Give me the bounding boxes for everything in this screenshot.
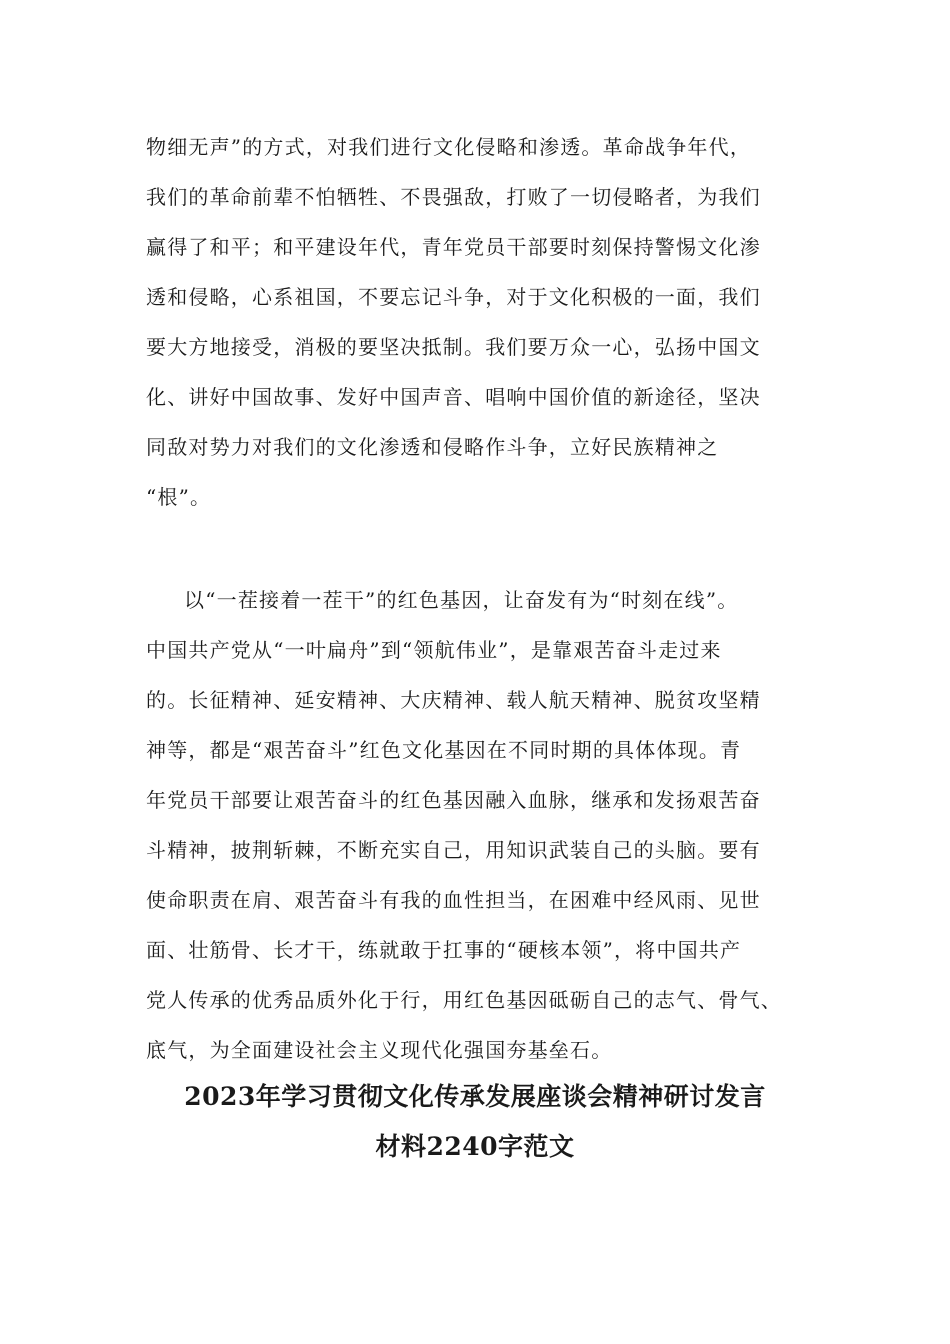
paragraph-line: 面、壮筋骨、长才干，练就敢于扛事的“硬核本领”，将中国共产 (146, 938, 742, 962)
paragraph-line: 化、讲好中国故事、发好中国声音、唱响中国价值的新途径，坚决 (146, 385, 761, 409)
body-paragraph-2 (146, 575, 836, 1075)
paragraph-line: 年党员干部要让艰苦奋斗的红色基因融入血脉，继承和发扬艰苦奋 (146, 788, 761, 812)
paragraph-line: 同敌对势力对我们的文化渗透和侵略作斗争，立好民族精神之 (146, 435, 719, 459)
document-title (0, 1072, 950, 1172)
paragraph-line: 的。长征精神、延安精神、大庆精神、载人航天精神、脱贫攻坚精 (146, 688, 761, 712)
paragraph-line: 中国共产党从“一叶扁舟”到“领航伟业”，是靠艰苦奋斗走过来 (146, 638, 722, 662)
paragraph-line: 物细无声”的方式，对我们进行文化侵略和渗透。革命战争年代， (146, 135, 752, 159)
paragraph-line: 我们的革命前辈不怕牺牲、不畏强敌，打败了一切侵略者，为我们 (146, 185, 761, 209)
title-line-2: 材料2240字范文 (375, 1132, 575, 1161)
title-line-1: 2023年学习贯彻文化传承发展座谈会精神研讨发言 (184, 1082, 766, 1111)
body-paragraph-1 (146, 122, 836, 522)
paragraph-line: 使命职责在肩、艰苦奋斗有我的血性担当，在困难中经风雨、见世 (146, 888, 761, 912)
paragraph-line: 以“一茬接着一茬干”的红色基因，让奋发有为“时刻在线”。 (184, 588, 739, 612)
paragraph-line: 斗精神，披荆斩棘，不断充实自己，用知识武装自己的头脑。要有 (146, 838, 761, 862)
paragraph-line: 神等，都是“艰苦奋斗”红色文化基因在不同时期的具体体现。青 (146, 738, 742, 762)
paragraph-line: “根”。 (146, 485, 212, 509)
paragraph-line: 党人传承的优秀品质外化于行，用红色基因砥砺自己的志气、骨气、 (146, 988, 782, 1012)
paragraph-line: 透和侵略，心系祖国，不要忘记斗争，对于文化积极的一面，我们 (146, 285, 761, 309)
paragraph-line: 要大方地接受，消极的要坚决抵制。我们要万众一心，弘扬中国文 (146, 335, 761, 359)
paragraph-line: 底气，为全面建设社会主义现代化强国夯基垒石。 (146, 1038, 613, 1062)
paragraph-line: 赢得了和平；和平建设年代，青年党员干部要时刻保持警惕文化渗 (146, 235, 761, 259)
